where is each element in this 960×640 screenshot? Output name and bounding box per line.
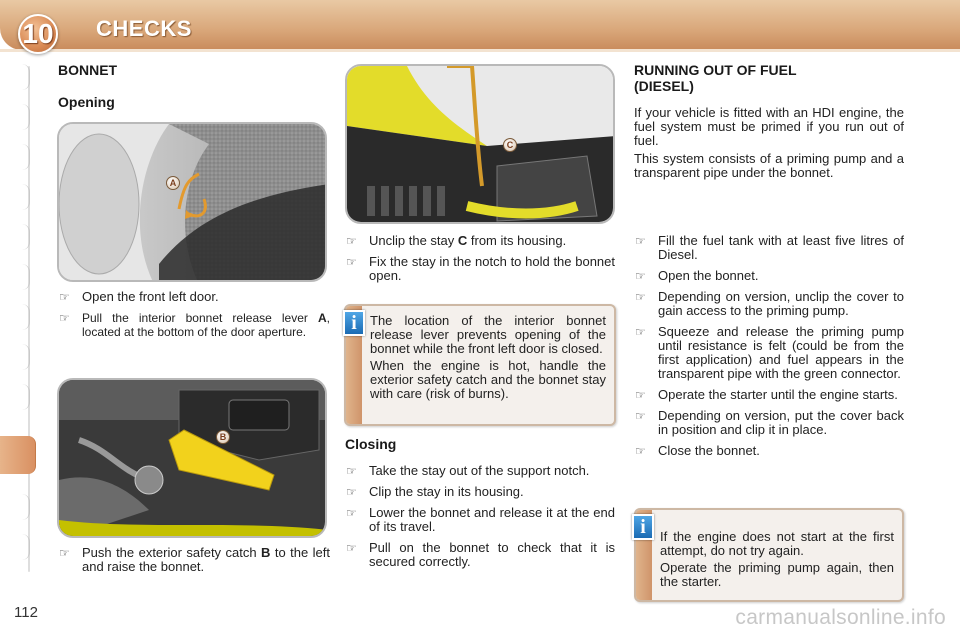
bonnet-release-lever-illustration xyxy=(59,124,327,282)
chapter-tab[interactable] xyxy=(0,104,30,130)
closing-step: ☞ Take the stay out of the support notch. xyxy=(346,463,590,478)
push-step xyxy=(58,546,330,581)
chapter-tab[interactable] xyxy=(0,184,30,210)
chapter-tab[interactable] xyxy=(0,224,30,250)
pointing-hand-icon: ☞ xyxy=(346,506,357,520)
chapter-tab[interactable] xyxy=(0,384,30,410)
fuel-step: ☞ Depending on version, unclip the cover to gain access to the priming pump. xyxy=(635,289,904,318)
pointing-hand-icon: ☞ xyxy=(635,290,646,304)
fuel-step: ☞ Squeeze and release the priming pump until resistance is felt (could be from the first application) and fuel appears in the transparent pipe with the green connector. xyxy=(635,324,904,381)
push-catch-step: ☞ Push the exterior safety catch B to the left and raise the bonnet. xyxy=(59,545,330,574)
closing-step: ☞ Lower the bonnet and release it at the end of its travel. xyxy=(346,505,615,534)
photo-exterior-safety-catch xyxy=(57,378,327,538)
fuel-step: ☞ Operate the starter until the engine starts. xyxy=(635,387,898,402)
closing-title: Closing xyxy=(345,436,397,452)
pointing-hand-icon: ☞ xyxy=(59,311,70,325)
closing-step: ☞ Pull on the bonnet to check that it is secured correctly. xyxy=(346,540,615,569)
pointing-hand-icon: ☞ xyxy=(635,388,646,402)
label-c: C xyxy=(503,138,517,152)
pointing-hand-icon: ☞ xyxy=(635,269,646,283)
fuel-step: ☞ Depending on version, put the cover back in position and clip it in place. xyxy=(635,408,904,437)
info-icon: i xyxy=(632,514,654,540)
closing-step: ☞ Clip the stay in its housing. xyxy=(346,484,524,499)
chapter-tab[interactable] xyxy=(0,304,30,330)
fuel-step: ☞ Fill the fuel tank with at least five litres of Diesel. xyxy=(635,233,904,262)
chapter-tab-active[interactable] xyxy=(0,436,36,474)
photo-bonnet-stay xyxy=(345,64,615,224)
fix-stay-step: ☞ Fix the stay in the notch to hold the bonnet open. xyxy=(346,254,615,283)
closing-section xyxy=(345,436,615,576)
chapter-tab[interactable] xyxy=(0,534,30,560)
pointing-hand-icon: ☞ xyxy=(346,485,357,499)
pointing-hand-icon: ☞ xyxy=(346,541,357,555)
pointing-hand-icon: ☞ xyxy=(635,325,646,339)
fuel-section xyxy=(634,62,904,180)
pointing-hand-icon: ☞ xyxy=(635,234,646,248)
page-number: 112 xyxy=(14,604,38,621)
pointing-hand-icon: ☞ xyxy=(635,444,646,458)
chapter-tab[interactable] xyxy=(0,144,30,170)
bonnet-info-box xyxy=(344,304,616,426)
chapter-tab[interactable] xyxy=(0,494,30,520)
opening-step-2: ☞ Pull the interior bonnet release lever A, located at the bottom of the door aperture. xyxy=(59,311,330,339)
fuel-steps xyxy=(634,234,904,465)
pointing-hand-icon: ☞ xyxy=(59,290,70,304)
opening-steps xyxy=(58,290,330,346)
watermark: carmanualsonline.info xyxy=(735,606,946,629)
opening-step-1: ☞ Open the front left door. xyxy=(59,289,219,304)
fuel-title: RUNNING OUT OF FUEL (DIESEL) xyxy=(634,62,797,94)
chapter-tabs xyxy=(0,64,36,574)
stay-steps xyxy=(345,234,615,290)
label-b: B xyxy=(216,430,230,444)
unclip-stay-step: ☞ Unclip the stay C from its housing. xyxy=(346,233,567,248)
info-icon: i xyxy=(343,310,365,336)
label-a: A xyxy=(166,176,180,190)
pointing-hand-icon: ☞ xyxy=(635,409,646,423)
bonnet-info-content: The location of the interior bonnet release lever prevents opening of the bonnet while the front left door is closed. When the engine is hot, handle the exterior safety catch and the bonnet stay with care (risk of burns). xyxy=(370,313,606,401)
fuel-step: ☞ Open the bonnet. xyxy=(635,268,759,283)
opening-title: Opening xyxy=(58,94,115,110)
pointing-hand-icon: ☞ xyxy=(59,546,70,560)
bonnet-section xyxy=(58,62,330,110)
chapter-tab[interactable] xyxy=(0,264,30,290)
chapter-tab[interactable] xyxy=(0,64,30,90)
exterior-safety-catch-illustration xyxy=(59,380,327,538)
bonnet-stay-illustration xyxy=(347,66,615,224)
pointing-hand-icon: ☞ xyxy=(346,464,357,478)
chapter-number-badge: 10 xyxy=(18,14,58,54)
fuel-info-box xyxy=(634,508,904,602)
photo-bonnet-release-lever xyxy=(57,122,327,282)
bonnet-title: BONNET xyxy=(58,62,118,78)
pointing-hand-icon: ☞ xyxy=(346,255,357,269)
pointing-hand-icon: ☞ xyxy=(346,234,357,248)
chapter-title: CHECKS xyxy=(96,16,192,41)
fuel-step: ☞ Close the bonnet. xyxy=(635,443,760,458)
fuel-intro: If your vehicle is fitted with an HDI engine, the fuel system must be primed if you run out of fuel. This system consists of a priming pump and a transparent pipe under the bonnet. xyxy=(634,105,904,180)
fuel-info-content: If the engine does not start at the first attempt, do not try again. Operate the priming pump again, then the starter. xyxy=(660,529,894,589)
chapter-tab[interactable] xyxy=(0,344,30,370)
